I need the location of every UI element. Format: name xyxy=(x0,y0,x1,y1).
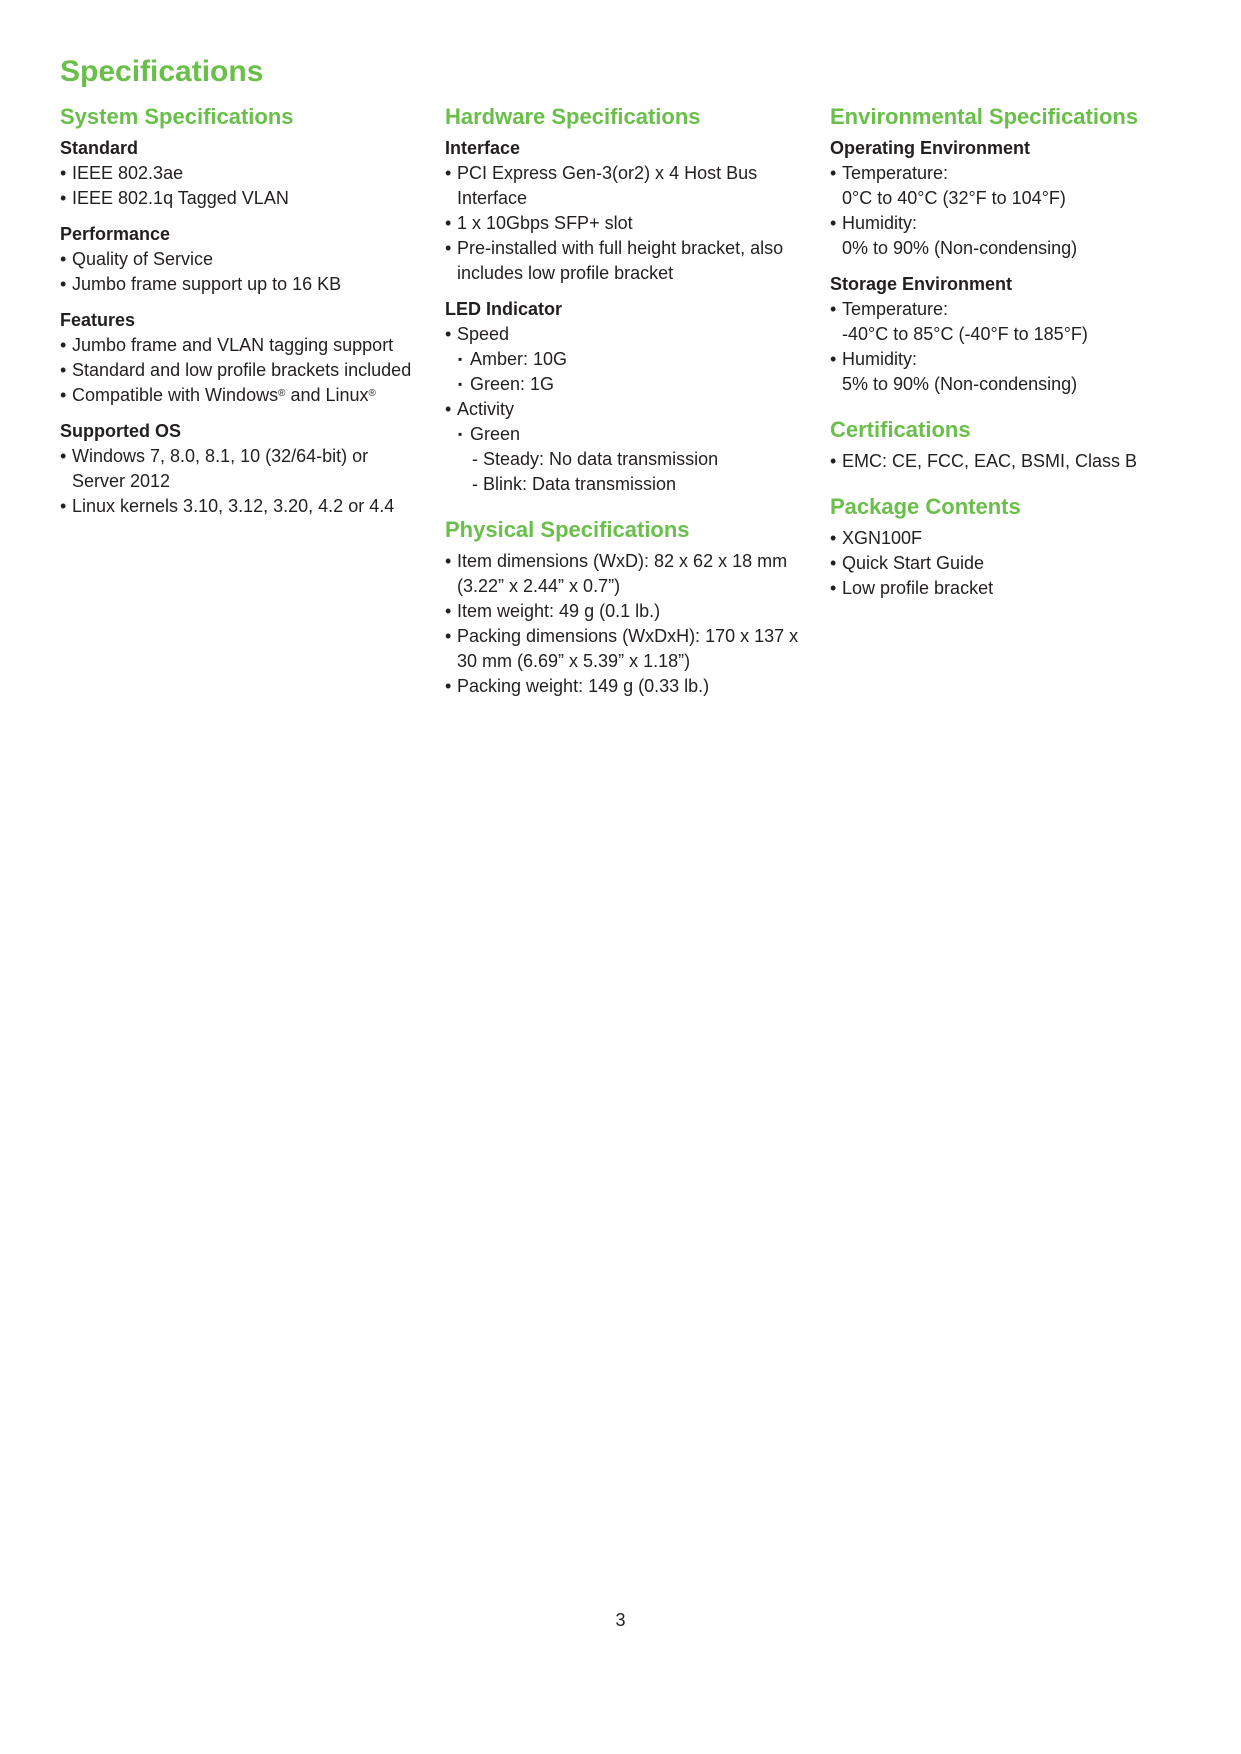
list-subsubitem: - Blink: Data transmission xyxy=(445,472,800,497)
list-item: • Packing weight: 149 g (0.33 lb.) xyxy=(445,674,800,699)
registered-mark: ® xyxy=(368,388,376,399)
list-item: • Item weight: 49 g (0.1 lb.) xyxy=(445,599,800,624)
list-item: • Quick Start Guide xyxy=(830,551,1185,576)
list-item: • Jumbo frame support up to 16 KB xyxy=(60,272,415,297)
supported-os-list xyxy=(60,444,415,519)
list-item: • Speed xyxy=(445,322,800,347)
hardware-specifications-column xyxy=(445,104,800,699)
features-group xyxy=(60,308,415,408)
list-item: • Pre-installed with full height bracket, also includes low profile bracket xyxy=(445,236,800,286)
physical-list xyxy=(445,549,800,699)
list-item-compatibility xyxy=(60,383,415,408)
package-contents-heading: Package Contents xyxy=(830,494,1021,519)
compat-text-a: Compatible with Windows xyxy=(72,385,279,405)
certifications-heading: Certifications xyxy=(830,417,971,442)
storage-environment-list xyxy=(830,297,1185,397)
interface-list xyxy=(445,161,800,286)
list-item-value: 5% to 90% (Non-condensing) xyxy=(842,374,1078,394)
list-subitem: ▪ Green xyxy=(445,422,800,447)
page-number: 3 xyxy=(615,1610,626,1630)
list-item-value: -40°C to 85°C (-40°F to 185°F) xyxy=(842,324,1088,344)
performance-heading: Performance xyxy=(60,224,171,244)
list-item: • Low profile bracket xyxy=(830,576,1185,601)
list-item: • IEEE 802.1q Tagged VLAN xyxy=(60,186,415,211)
list-item: • XGN100F xyxy=(830,526,1185,551)
list-subitem: ▪ Green: 1G xyxy=(445,372,800,397)
hardware-specifications-heading: Hardware Specifications xyxy=(445,104,701,129)
compat-text-b: and Linux xyxy=(285,385,369,405)
list-item: • Standard and low profile brackets included xyxy=(60,358,415,383)
environmental-specifications-column xyxy=(830,104,1185,601)
list-item: • Linux kernels 3.10, 3.12, 3.20, 4.2 or 4.4 xyxy=(60,494,415,519)
list-item: • Activity xyxy=(445,397,800,422)
registered-mark: ® xyxy=(278,388,286,399)
operating-environment-list xyxy=(830,161,1185,261)
list-item: • Windows 7, 8.0, 8.1, 10 (32/64-bit) or Server 2012 xyxy=(60,444,415,494)
page-title: Specifications xyxy=(60,55,264,88)
operating-environment-heading: Operating Environment xyxy=(830,138,1031,158)
interface-heading: Interface xyxy=(445,138,521,158)
standard-list xyxy=(60,161,415,211)
supported-os-heading: Supported OS xyxy=(60,421,181,441)
performance-list xyxy=(60,247,415,297)
operating-environment-group xyxy=(830,136,1185,261)
led-indicator-heading: LED Indicator xyxy=(445,299,563,319)
environmental-specifications-heading: Environmental Specifications xyxy=(830,104,1139,129)
list-subitem: ▪ Amber: 10G xyxy=(445,347,800,372)
list-item: • Humidity: xyxy=(830,347,1185,372)
list-item: • Temperature: xyxy=(830,297,1185,322)
list-item: • Jumbo frame and VLAN tagging support xyxy=(60,333,415,358)
features-heading: Features xyxy=(60,310,136,330)
list-subsubitem: - Steady: No data transmission xyxy=(445,447,800,472)
system-specifications-heading: System Specifications xyxy=(60,104,294,129)
list-item: • IEEE 802.3ae xyxy=(60,161,415,186)
led-indicator-group xyxy=(445,297,800,497)
package-contents-list xyxy=(830,526,1185,601)
storage-environment-group xyxy=(830,272,1185,397)
list-item: • EMC: CE, FCC, EAC, BSMI, Class B xyxy=(830,449,1185,474)
list-item: • Temperature: xyxy=(830,161,1185,186)
features-list xyxy=(60,333,415,408)
list-item: • Packing dimensions (WxDxH): 170 x 137 x 30 mm (6.69” x 5.39” x 1.18”) xyxy=(445,624,800,674)
list-item-value: 0°C to 40°C (32°F to 104°F) xyxy=(842,188,1066,208)
supported-os-group xyxy=(60,419,415,519)
storage-environment-heading: Storage Environment xyxy=(830,274,1013,294)
list-item: • Item dimensions (WxD): 82 x 62 x 18 mm (3.22” x 2.44” x 0.7”) xyxy=(445,549,800,599)
list-item: • Quality of Service xyxy=(60,247,415,272)
list-item: • 1 x 10Gbps SFP+ slot xyxy=(445,211,800,236)
standard-heading: Standard xyxy=(60,138,139,158)
list-item: • PCI Express Gen-3(or2) x 4 Host Bus Interface xyxy=(445,161,800,211)
list-item: • Humidity: xyxy=(830,211,1185,236)
system-specifications-column xyxy=(60,104,415,530)
physical-specifications-heading: Physical Specifications xyxy=(445,517,690,542)
list-item-value: 0% to 90% (Non-condensing) xyxy=(842,238,1078,258)
interface-group xyxy=(445,136,800,286)
led-indicator-list xyxy=(445,322,800,497)
performance-group xyxy=(60,222,415,297)
standard-group xyxy=(60,136,415,211)
certifications-list xyxy=(830,449,1185,474)
